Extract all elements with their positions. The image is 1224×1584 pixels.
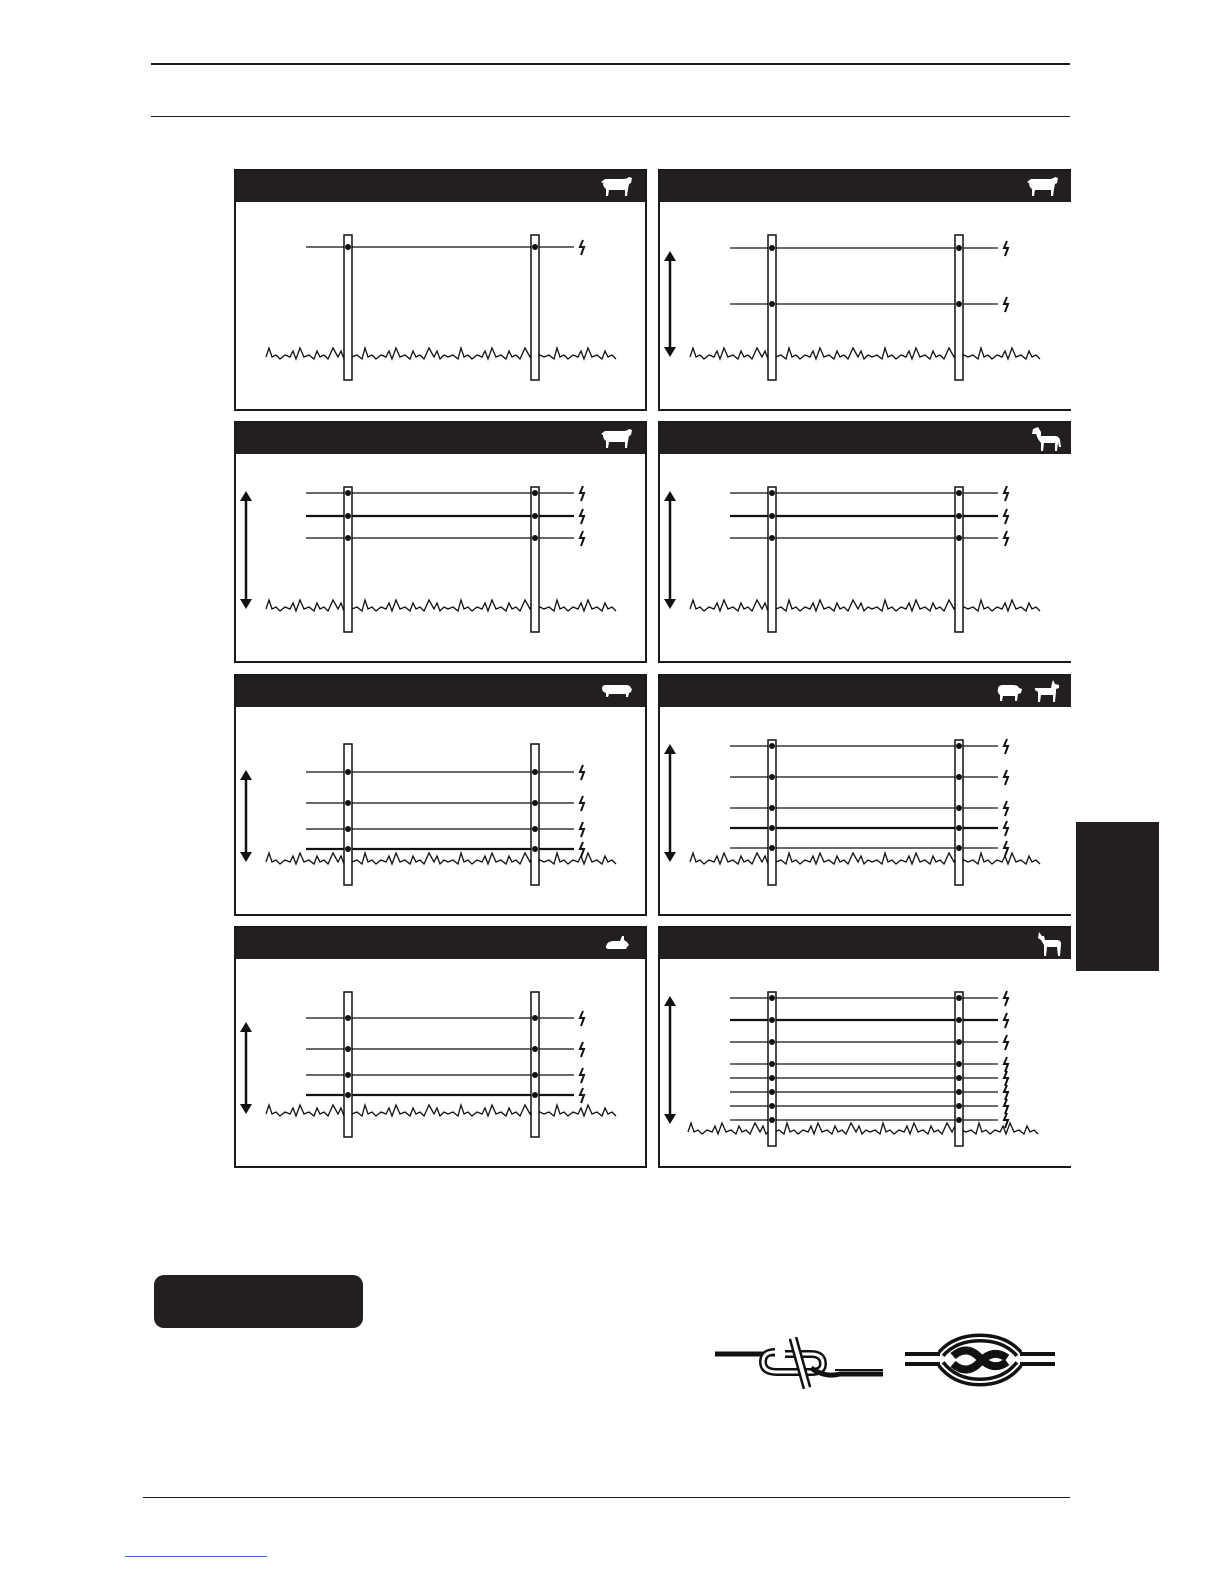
insulator — [769, 1103, 775, 1109]
insulator — [769, 845, 775, 851]
fence-scene — [236, 423, 649, 665]
insulator — [769, 1089, 775, 1095]
insulator — [956, 774, 962, 780]
fence-panel-cattle-1 — [234, 169, 647, 411]
height-arrow-up — [240, 491, 252, 501]
insulator — [532, 490, 538, 496]
electric-bolt-icon — [580, 486, 584, 501]
fence-scene — [236, 171, 649, 413]
insulator — [532, 1072, 538, 1078]
height-arrow-down — [664, 599, 676, 609]
electric-bolt-icon — [580, 240, 584, 255]
electric-bolt-icon — [1004, 297, 1008, 312]
ground-grass — [266, 600, 616, 611]
electric-bolt-icon — [1004, 1113, 1008, 1128]
electric-bolt-icon — [1004, 1071, 1008, 1086]
fence-scene — [236, 676, 649, 918]
insulator — [769, 301, 775, 307]
fence-panel-pig — [234, 674, 647, 916]
insulator — [956, 1089, 962, 1095]
insulator — [956, 245, 962, 251]
height-arrow-down — [664, 1114, 676, 1124]
insulator — [769, 1117, 775, 1123]
insulator — [532, 244, 538, 250]
height-arrow-up — [664, 996, 676, 1006]
insulator — [769, 1061, 775, 1067]
insulator — [532, 826, 538, 832]
height-arrow-down — [664, 347, 676, 357]
insulator — [769, 995, 775, 1001]
height-arrow-up — [664, 251, 676, 261]
ground-grass — [266, 1105, 616, 1116]
fence-post — [955, 740, 963, 885]
insulator — [956, 845, 962, 851]
fence-panel-cattle-2 — [658, 169, 1071, 411]
insulator — [532, 1046, 538, 1052]
electric-bolt-icon — [1004, 241, 1008, 256]
fence-scene — [660, 676, 1073, 918]
fence-post — [344, 235, 352, 380]
insulator — [345, 1046, 351, 1052]
fence-post — [955, 487, 963, 632]
section-tab — [1076, 822, 1159, 971]
fence-scene — [236, 928, 649, 1170]
electric-bolt-icon — [1004, 770, 1008, 785]
insulator — [769, 1075, 775, 1081]
fence-panel-deer — [658, 926, 1071, 1168]
insulator — [532, 1092, 538, 1098]
insulator — [769, 490, 775, 496]
fence-post — [531, 992, 539, 1137]
insulator — [956, 1103, 962, 1109]
fence-panel-rabbit — [234, 926, 647, 1168]
insulator — [769, 805, 775, 811]
electric-bolt-icon — [580, 765, 584, 780]
electric-bolt-icon — [1004, 1085, 1008, 1100]
insulator — [769, 774, 775, 780]
fence-post — [531, 235, 539, 380]
electric-bolt-icon — [1004, 1035, 1008, 1050]
fence-post — [955, 235, 963, 380]
fence-panel-horse — [658, 421, 1071, 663]
electric-bolt-icon — [1004, 841, 1008, 856]
height-arrow-down — [240, 1104, 252, 1114]
insulator — [532, 535, 538, 541]
electric-bolt-icon — [1004, 509, 1008, 524]
insulator — [345, 244, 351, 250]
fence-post — [531, 744, 539, 885]
insulator — [956, 743, 962, 749]
insulator — [532, 1015, 538, 1021]
insulator — [769, 535, 775, 541]
reef-knot-tight-icon — [905, 1330, 1055, 1390]
header-rule-bottom — [151, 116, 1070, 117]
insulator — [956, 1061, 962, 1067]
knot-section-pill — [154, 1275, 363, 1328]
ground-grass — [690, 853, 1040, 864]
insulator — [532, 846, 538, 852]
insulator — [956, 805, 962, 811]
insulator — [532, 769, 538, 775]
fence-post — [344, 744, 352, 885]
ground-grass — [266, 348, 616, 359]
insulator — [345, 826, 351, 832]
insulator — [345, 513, 351, 519]
insulator — [345, 1092, 351, 1098]
height-arrow-down — [240, 852, 252, 862]
ground-grass — [688, 1123, 1038, 1134]
header-rule-top — [151, 63, 1070, 65]
height-arrow-down — [240, 599, 252, 609]
footer-rule — [143, 1497, 1070, 1498]
electric-bolt-icon — [580, 1011, 584, 1026]
electric-bolt-icon — [1004, 739, 1008, 754]
electric-bolt-icon — [1004, 991, 1008, 1006]
electric-bolt-icon — [580, 796, 584, 811]
insulator — [345, 535, 351, 541]
insulator — [956, 1017, 962, 1023]
fence-scene — [660, 171, 1073, 413]
insulator — [956, 535, 962, 541]
insulator — [345, 800, 351, 806]
ground-grass — [690, 600, 1040, 611]
insulator — [956, 995, 962, 1001]
insulator — [956, 490, 962, 496]
insulator — [956, 1117, 962, 1123]
insulator — [956, 825, 962, 831]
electric-bolt-icon — [1004, 801, 1008, 816]
insulator — [956, 513, 962, 519]
fence-panel-cattle-3 — [234, 421, 647, 663]
insulator — [769, 743, 775, 749]
fence-panel-sheep-goat — [658, 674, 1071, 916]
fence-scene — [660, 928, 1073, 1170]
electric-bolt-icon — [580, 822, 584, 837]
insulator — [769, 1017, 775, 1023]
height-arrow-down — [664, 852, 676, 862]
electric-bolt-icon — [1004, 1099, 1008, 1114]
insulator — [769, 1039, 775, 1045]
electric-bolt-icon — [580, 509, 584, 524]
insulator — [769, 825, 775, 831]
ground-grass — [266, 853, 616, 864]
fence-post — [344, 487, 352, 632]
electric-bolt-icon — [580, 1042, 584, 1057]
insulator — [345, 769, 351, 775]
insulator — [345, 846, 351, 852]
height-arrow-up — [240, 1022, 252, 1032]
insulator — [956, 1039, 962, 1045]
insulator — [956, 301, 962, 307]
electric-bolt-icon — [580, 842, 584, 857]
electric-bolt-icon — [580, 1088, 584, 1103]
height-arrow-up — [240, 770, 252, 780]
footer-link-underline[interactable] — [125, 1556, 267, 1557]
fence-scene — [660, 423, 1073, 665]
height-arrow-up — [664, 744, 676, 754]
insulator — [345, 1072, 351, 1078]
insulator — [956, 1075, 962, 1081]
height-arrow-up — [664, 491, 676, 501]
insulator — [532, 800, 538, 806]
insulator — [345, 1015, 351, 1021]
insulator — [345, 490, 351, 496]
electric-bolt-icon — [1004, 531, 1008, 546]
electric-bolt-icon — [1004, 1013, 1008, 1028]
electric-bolt-icon — [1004, 821, 1008, 836]
fence-post — [768, 487, 776, 632]
fence-post — [768, 740, 776, 885]
insulator — [769, 245, 775, 251]
electric-bolt-icon — [580, 1068, 584, 1083]
fence-post — [344, 992, 352, 1137]
fence-post — [768, 235, 776, 380]
electric-bolt-icon — [580, 531, 584, 546]
reef-knot-loose-icon — [715, 1334, 885, 1394]
fence-post — [531, 487, 539, 632]
ground-grass — [690, 348, 1040, 359]
insulator — [532, 513, 538, 519]
electric-bolt-icon — [1004, 1057, 1008, 1072]
insulator — [769, 513, 775, 519]
electric-bolt-icon — [1004, 486, 1008, 501]
